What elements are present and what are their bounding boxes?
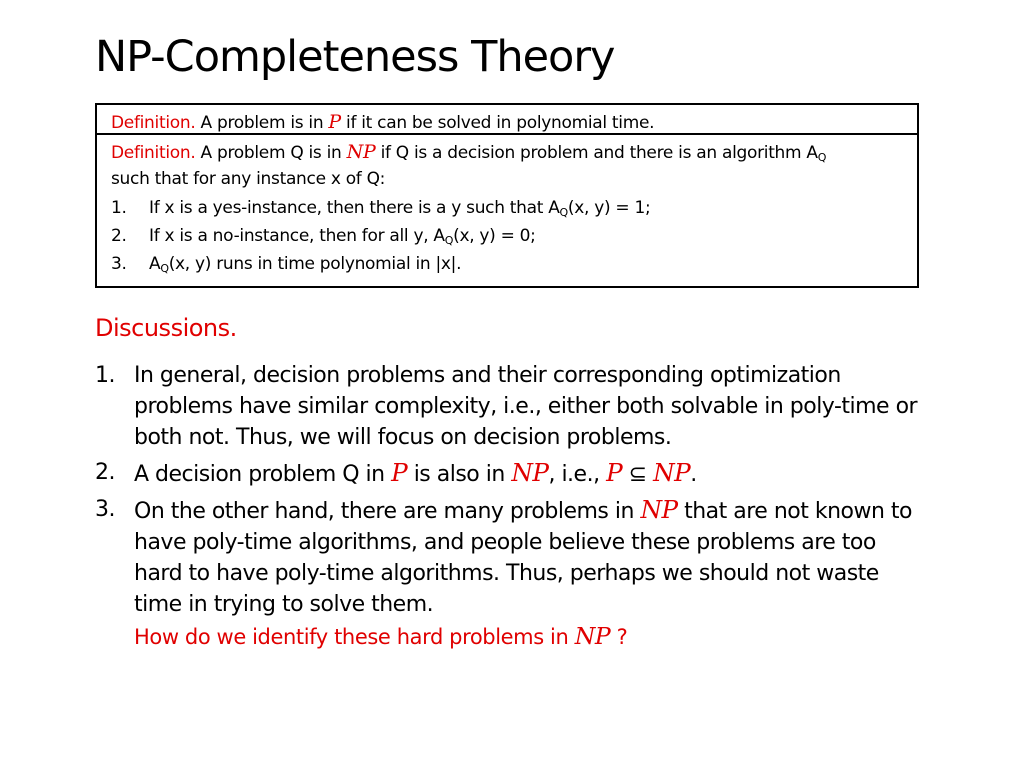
subscript: Q <box>160 262 169 275</box>
definition-text: if it can be solved in polynomial time. <box>346 113 655 133</box>
class-p-symbol: P <box>328 111 341 133</box>
list-item <box>95 494 925 620</box>
definitions-box <box>95 103 919 288</box>
discussion-text: In general, decision problems and their corresponding optimization problems have similar complexity, i.e., either both solvable in poly-time or both not. Thus, we will focus on decision problems. <box>134 363 918 450</box>
definition-keyword: Definition. <box>111 113 196 133</box>
condition-text: A <box>149 254 161 274</box>
list-item <box>111 222 903 250</box>
discussion-text: A decision problem Q in <box>134 462 385 487</box>
list-item <box>111 250 903 278</box>
definition-text: A problem Q is in <box>200 143 342 163</box>
class-np-symbol: NP <box>653 458 691 487</box>
discussion-text: is also in <box>413 462 505 487</box>
condition-text: If x is a yes-instance, then there is a y such that A <box>149 198 560 218</box>
class-p-symbol: P <box>606 458 623 487</box>
definition-text: if Q is a decision problem and there is an algorithm A <box>380 143 818 163</box>
discussions-list <box>95 360 925 624</box>
list-number: 3. <box>95 497 115 522</box>
definition-text: A problem is in <box>200 113 324 133</box>
discussions-heading: Discussions. <box>95 314 237 342</box>
subscript: Q <box>817 151 827 164</box>
definition-conditions <box>111 194 903 278</box>
list-number: 1. <box>111 198 127 218</box>
discussion-text: , i.e., <box>548 462 600 487</box>
subscript: Q <box>559 206 568 219</box>
list-item <box>111 194 903 222</box>
discussion-text: . <box>690 462 697 487</box>
subseteq-symbol: ⊆ <box>628 462 647 487</box>
list-number: 2. <box>111 226 127 246</box>
condition-text: If x is a no-instance, then for all y, A <box>149 226 445 246</box>
list-item <box>95 457 925 490</box>
list-number: 2. <box>95 460 115 485</box>
question-mark: ? <box>616 625 628 649</box>
class-np-symbol: NP <box>574 622 611 650</box>
definition-line: such that for any instance x of Q: <box>111 169 386 189</box>
class-p-symbol: P <box>391 458 408 487</box>
condition-text: (x, y) runs in time polynomial in |x|. <box>168 254 462 274</box>
definition-keyword: Definition. <box>111 143 196 163</box>
class-np-symbol: NP <box>346 141 376 163</box>
subscript: Q <box>444 234 454 247</box>
question-text <box>134 622 627 650</box>
condition-text: (x, y) = 1; <box>567 198 651 218</box>
page-title: NP-Completeness Theory <box>95 32 615 82</box>
definition-p <box>97 105 917 135</box>
condition-text: (x, y) = 0; <box>453 226 536 246</box>
list-number: 3. <box>111 254 127 274</box>
class-np-symbol: NP <box>511 458 549 487</box>
class-np-symbol: NP <box>640 495 678 524</box>
list-item <box>95 360 925 453</box>
list-number: 1. <box>95 363 115 388</box>
discussion-text: On the other hand, there are many problems in <box>134 499 634 524</box>
definition-np <box>97 135 917 286</box>
question-body: How do we identify these hard problems in <box>134 625 569 649</box>
discussion-text: that are not known to have poly-time algorithms, and people believe these problems are too hard to have poly-time algorithms. Thus, perhaps we should not waste time in trying to solve them. <box>134 499 913 617</box>
